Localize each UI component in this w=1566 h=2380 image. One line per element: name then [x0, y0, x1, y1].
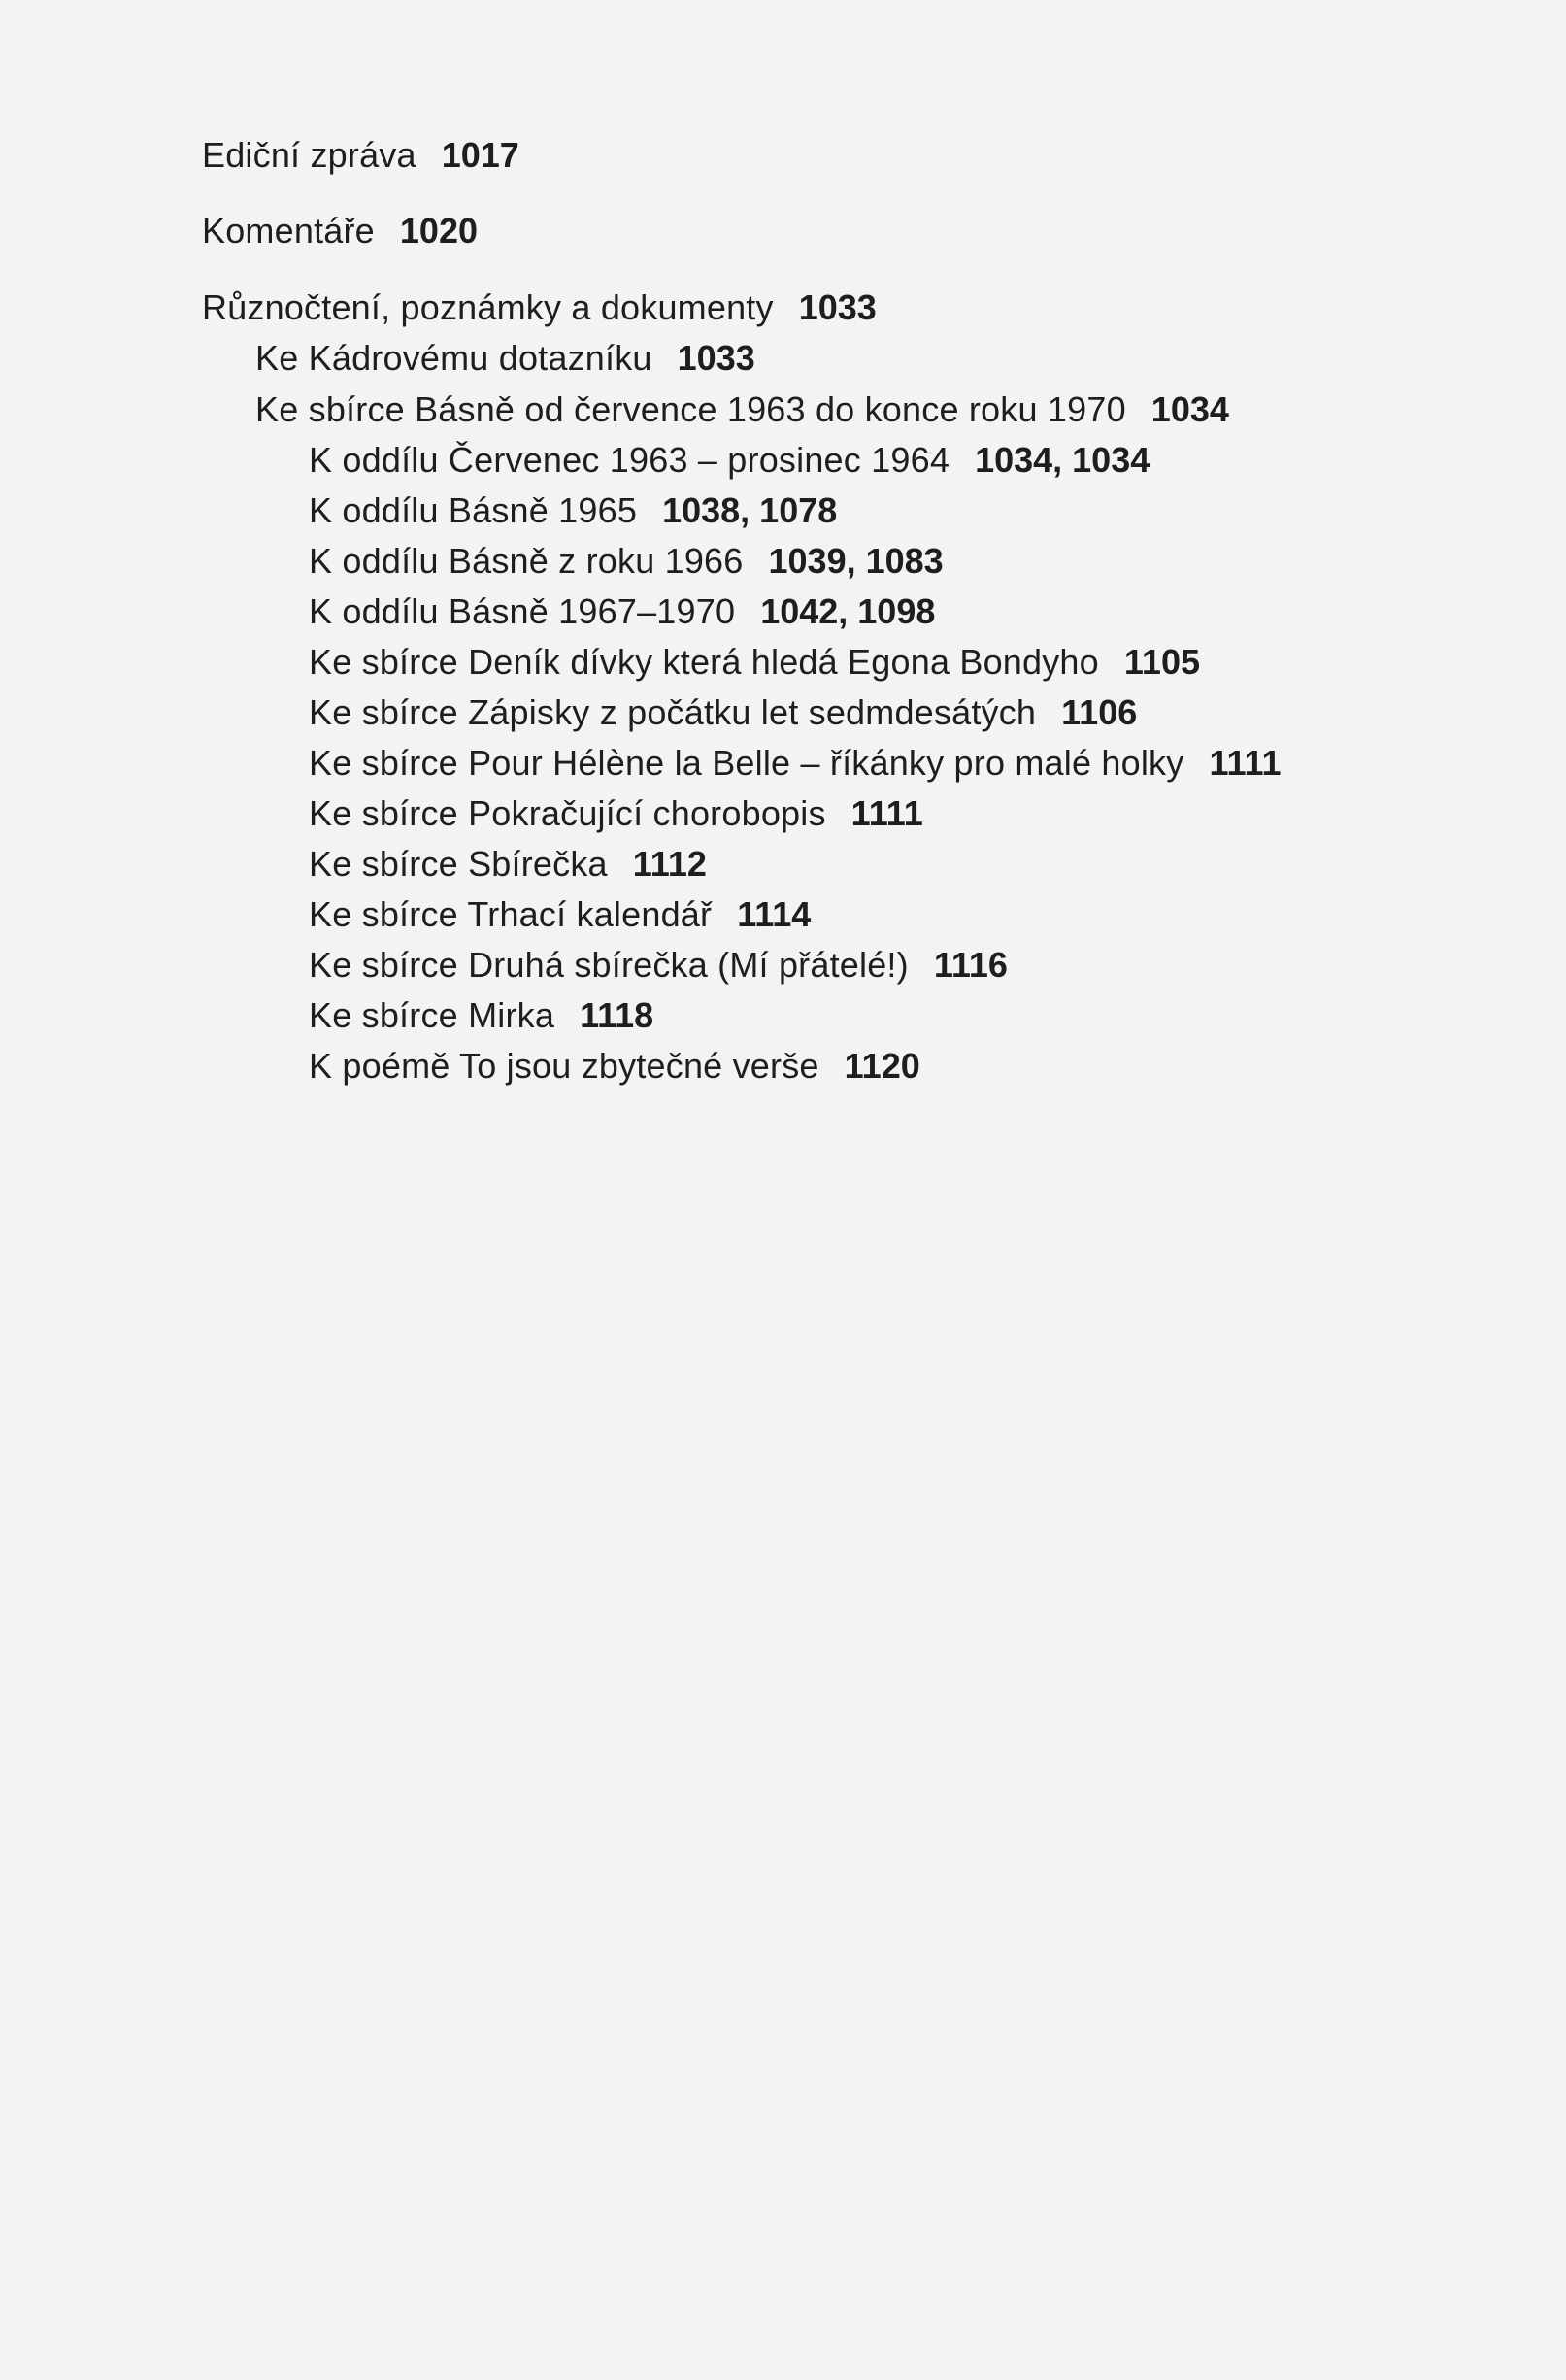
toc-entry-label: K oddílu Básně z roku 1966	[309, 541, 744, 581]
toc-entry-page: 1033	[798, 287, 877, 327]
toc-entry	[309, 587, 935, 637]
toc-entry	[309, 486, 837, 536]
toc-entry	[309, 637, 1200, 687]
toc-entry	[309, 889, 811, 940]
toc-entry-label: Ediční zpráva	[202, 135, 416, 175]
toc-entry	[202, 206, 478, 256]
toc-entry-page: 1042, 1098	[760, 591, 936, 631]
toc-entry-page: 1017	[441, 135, 519, 175]
toc-entry	[309, 536, 944, 587]
toc-entry-page: 1111	[1209, 743, 1282, 783]
toc-entry-page: 1039, 1083	[768, 541, 944, 581]
toc-entry-label: Komentáře	[202, 211, 375, 251]
toc-entry-label: Ke sbírce Mirka	[309, 995, 555, 1035]
toc-entry-label: Ke sbírce Trhací kalendář	[309, 894, 713, 934]
toc-entry-page: 1034, 1034	[975, 440, 1150, 480]
toc-entry-page: 1105	[1123, 642, 1200, 682]
toc-entry-label: Ke sbírce Pour Hélène la Belle – říkánky pro malé holky	[309, 743, 1184, 783]
toc-entry-page: 1033	[677, 338, 755, 378]
toc-entry-page: 1116	[933, 945, 1008, 985]
toc-entry-label: Ke sbírce Deník dívky která hledá Egona Bondyho	[309, 642, 1099, 682]
toc-entry-page: 1120	[844, 1046, 920, 1086]
toc-entry-page: 1038, 1078	[662, 490, 838, 530]
toc-entry	[202, 283, 877, 333]
toc-entry-label: Ke sbírce Zápisky z počátku let sedmdesátých	[309, 692, 1037, 732]
toc-entry-page: 1118	[580, 995, 654, 1035]
toc-entry-label: K oddílu Básně 1967–1970	[309, 591, 736, 631]
toc-entry	[309, 788, 923, 839]
toc-entry-label: Ke sbírce Pokračující chorobopis	[309, 793, 826, 833]
toc-entry-page: 1114	[737, 894, 812, 934]
toc-entry	[309, 940, 1008, 990]
toc-entry-label: Ke sbírce Druhá sbírečka (Mí přátelé!)	[309, 945, 909, 985]
toc-entry	[309, 687, 1137, 738]
toc-entry-label: K oddílu Červenec 1963 – prosinec 1964	[309, 440, 950, 480]
toc-entry-label: Ke Kádrovému dotazníku	[255, 338, 652, 378]
toc-entry	[255, 333, 755, 384]
toc-entry-page: 1106	[1061, 692, 1138, 732]
toc-entry	[202, 130, 519, 181]
toc-entry-label: K oddílu Básně 1965	[309, 490, 638, 530]
toc-entry-label: Ke sbírce Básně od července 1963 do konce roku 1970	[255, 389, 1126, 429]
toc-entry	[309, 839, 707, 889]
toc-entry-page: 1034	[1150, 389, 1229, 429]
toc-entry-page: 1020	[399, 211, 478, 251]
toc-entry	[309, 435, 1150, 486]
toc-entry	[255, 385, 1229, 435]
toc-entry	[309, 990, 653, 1041]
toc-entry-label: Různočtení, poznámky a dokumenty	[202, 287, 774, 327]
toc-entry-page: 1112	[632, 844, 707, 884]
toc-entry-page: 1111	[850, 793, 923, 833]
toc-entry-label: K poémě To jsou zbytečné verše	[309, 1046, 819, 1086]
toc-entry	[309, 738, 1282, 788]
toc-entry	[309, 1041, 920, 1091]
toc-entry-label: Ke sbírce Sbírečka	[309, 844, 608, 884]
